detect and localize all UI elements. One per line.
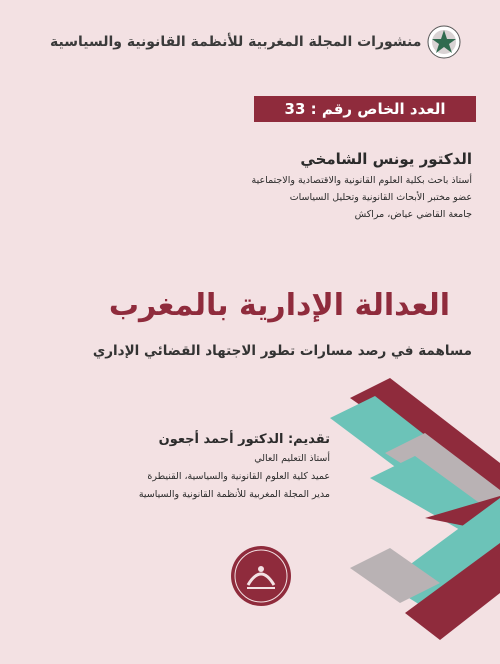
chevron-decoration [330,378,500,648]
foreword-line: أستاذ التعليم العالي [254,453,330,464]
foreword-author: تقديم: الدكتور أحمد أجعون [158,432,330,447]
issue-badge: العدد الخاص رقم : 33 [254,96,476,122]
book-title: العدالة الإدارية بالمغرب [108,288,450,323]
book-subtitle: مساهمة في رصد مسارات تطور الاجتهاد القضائي الإداري [92,343,472,359]
foreword-line: مدير المجلة المغربية للأنظمة القانونية والسياسية [138,489,330,500]
author-name: الدكتور يونس الشامخي [300,150,472,168]
author-line: جامعة القاضي عياض، مراكش [354,209,472,220]
author-line: أستاذ باحث بكلية العلوم القانونية والاقتصادية والاجتماعية [251,175,472,186]
series-header [50,22,470,62]
publisher-logo [230,545,292,607]
author-block [92,150,472,223]
foreword-line: عميد كلية العلوم القانونية والسياسية، القنيطرة [147,471,330,482]
foreword-block [10,432,330,504]
series-title: منشورات المجلة المغربية للأنظمة القانونية والسياسية [50,34,422,50]
star-emblem-icon [427,25,461,59]
author-line: عضو مختبر الأبحاث القانونية وتحليل السياسات [289,192,472,203]
